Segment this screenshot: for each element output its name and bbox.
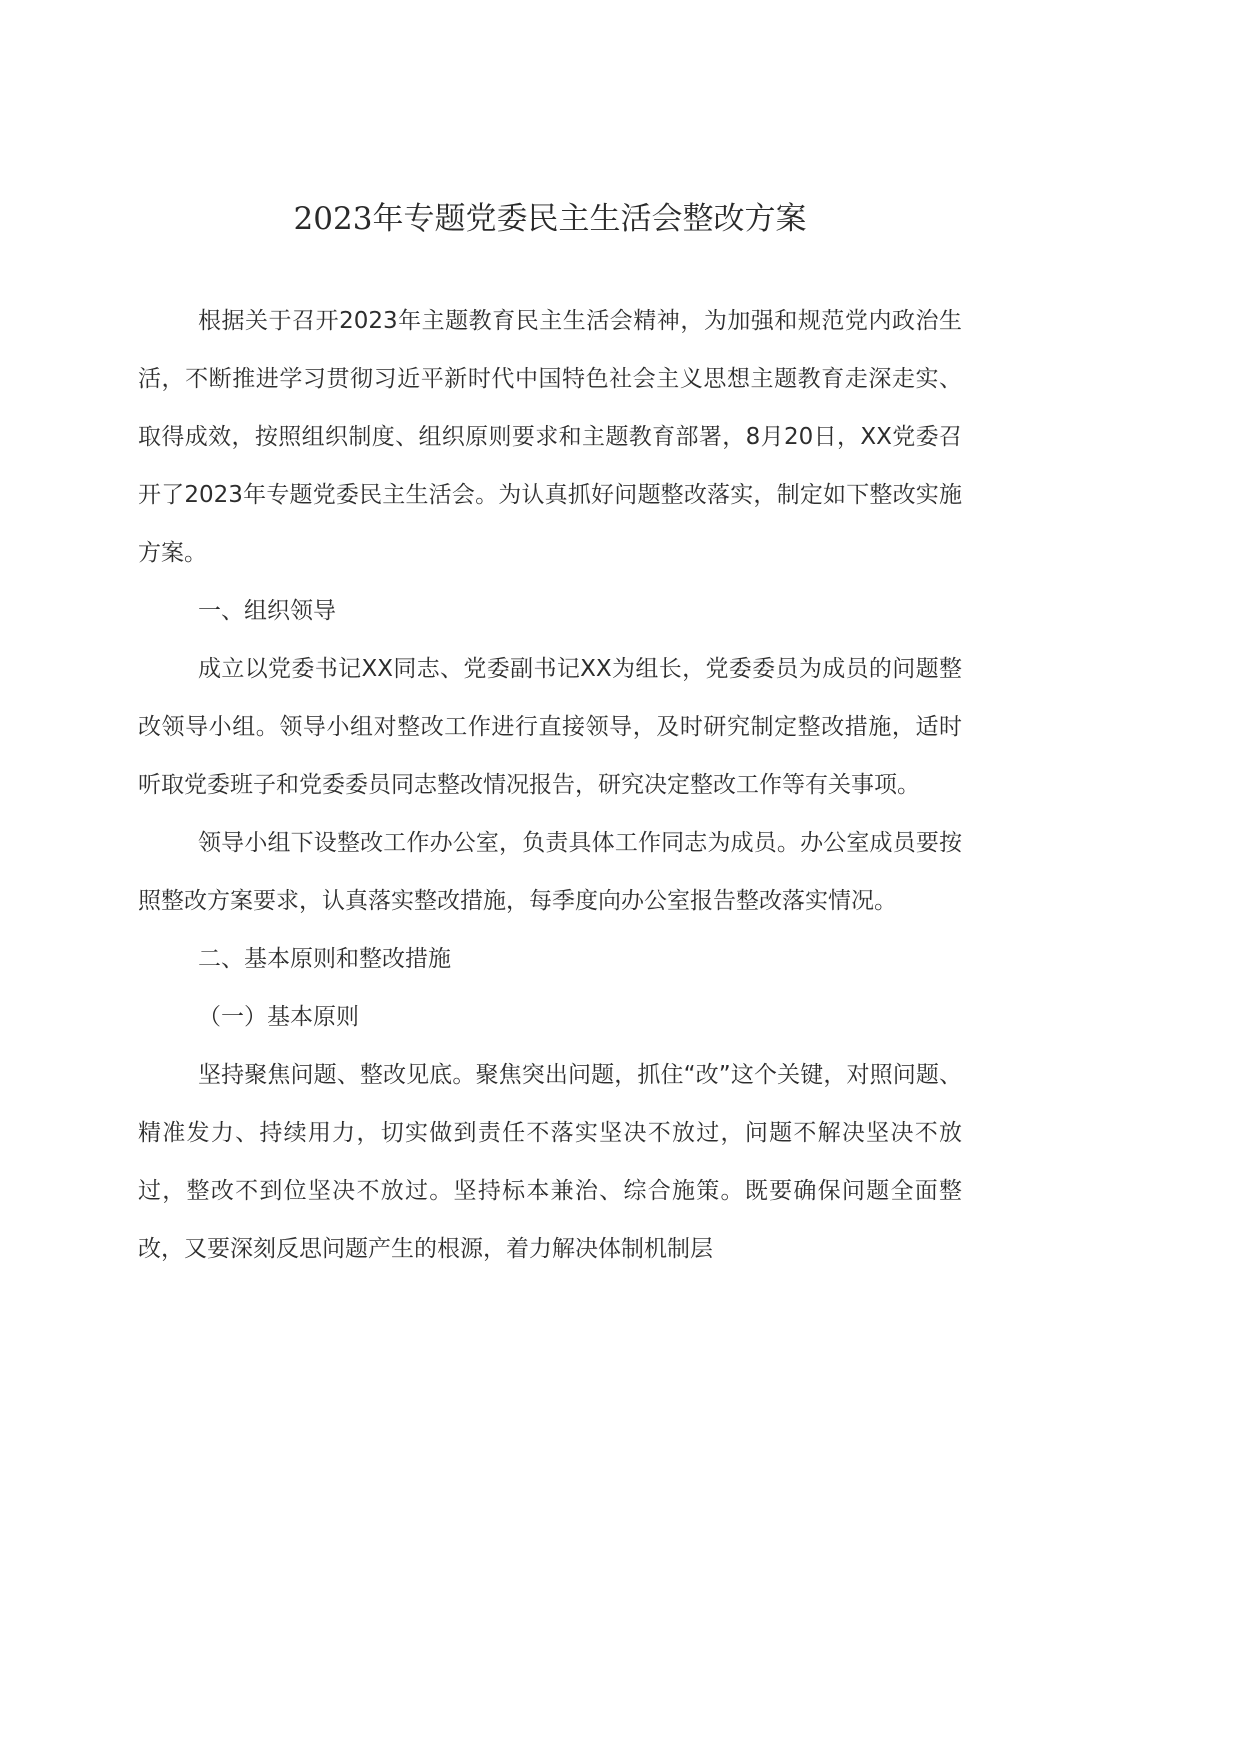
- document-body: [138, 292, 962, 1278]
- paragraph-office: 领导小组下设整改工作办公室，负责具体工作同志为成员。办公室成员要按照整改方案要求，认真落实整改措施，每季度向办公室报告整改落实情况。: [138, 830, 962, 914]
- subheading-basic-principles: （一）基本原则: [198, 1004, 359, 1030]
- heading-principles-measures: 二、基本原则和整改措施: [198, 946, 451, 972]
- paragraph-principles: 坚持聚焦问题、整改见底。聚焦突出问题，抓住“改”这个关键，对照问题、精准发力、持续用力，切实做到责任不落实坚决不放过，问题不解决坚决不放过，整改不到位坚决不放过。坚持标本兼治、综合施策。既要确保问题全面整改，又要深刻反思问题产生的根源，着力解决体制机制层: [138, 1062, 962, 1262]
- paragraph-leading-group: 成立以党委书记XX同志、党委副书记XX为组长，党委委员为成员的问题整改领导小组。领导小组对整改工作进行直接领导，及时研究制定整改措施，适时听取党委班子和党委委员同志整改情况报告，研究决定整改工作等有关事项。: [138, 656, 962, 798]
- document-title: 2023年专题党委民主生活会整改方案: [293, 201, 807, 237]
- heading-organization-leadership: 一、组织领导: [198, 598, 336, 624]
- paragraph-intro: 根据关于召开2023年主题教育民主生活会精神，为加强和规范党内政治生活，不断推进学习贯彻习近平新时代中国特色社会主义思想主题教育走深走实、取得成效，按照组织制度、组织原则要求和主题教育部署，8月20日，XX党委召开了2023年专题党委民主生活会。为认真抓好问题整改落实，制定如下整改实施方案。: [138, 308, 962, 566]
